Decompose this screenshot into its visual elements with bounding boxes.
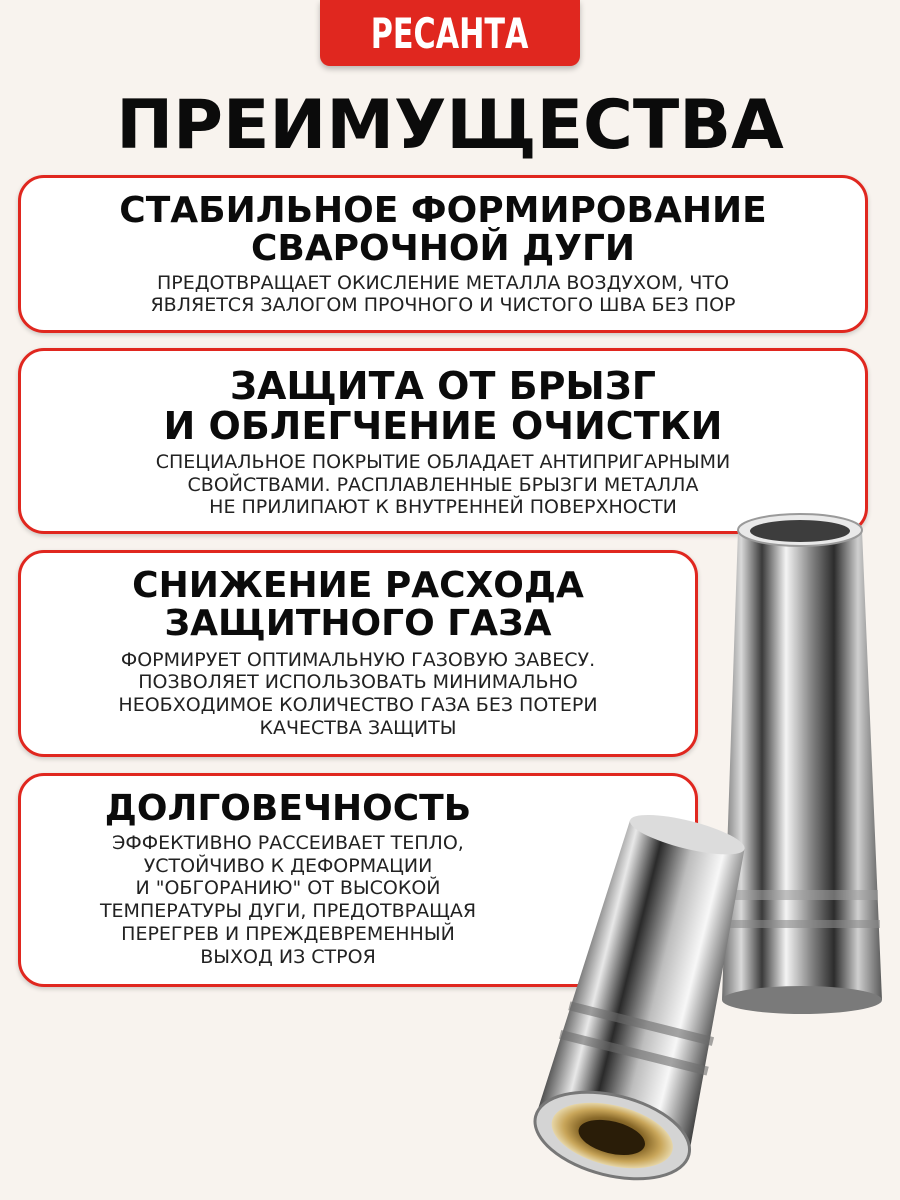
brand-logo xyxy=(320,0,580,66)
feature-title: ДОЛГОВЕЧНОСТЬ xyxy=(104,788,472,829)
nozzle-large xyxy=(722,514,882,1014)
feature-title: СТАБИЛЬНОЕ ФОРМИРОВАНИЕ СВАРОЧНОЙ ДУГИ xyxy=(119,190,767,269)
page-title: ПРЕИМУЩЕСТВА xyxy=(116,86,784,165)
feature-description: ФОРМИРУЕТ ОПТИМАЛЬНУЮ ГАЗОВУЮ ЗАВЕСУ. ПОЗВОЛЯЕТ ИСПОЛЬЗОВАТЬ МИНИМАЛЬНО НЕОБХОДИМОЕ КОЛИЧЕСТВО ГАЗА БЕЗ ПОТЕРИ КАЧЕСТВА ЗАЩИТЫ xyxy=(118,648,598,739)
brand-name: РЕСАНТА xyxy=(371,8,529,58)
product-image xyxy=(500,500,900,1200)
feature-title: ЗАЩИТА ОТ БРЫЗГ И ОБЛЕГЧЕНИЕ ОЧИСТКИ xyxy=(163,364,723,448)
feature-description: СПЕЦИАЛЬНОЕ ПОКРЫТИЕ ОБЛАДАЕТ АНТИПРИГАРНЫМИ СВОЙСТВАМИ. РАСПЛАВЛЕННЫЕ БРЫЗГИ МЕТАЛЛА НЕ ПРИЛИПАЮТ К ВНУТРЕННЕЙ ПОВЕРХНОСТИ xyxy=(155,450,731,519)
feature-title: СНИЖЕНИЕ РАСХОДА ЗАЩИТНОГО ГАЗА xyxy=(132,565,584,644)
feature-description: ПРЕДОТВРАЩАЕТ ОКИСЛЕНИЕ МЕТАЛЛА ВОЗДУХОМ, ЧТО ЯВЛЯЕТСЯ ЗАЛОГОМ ПРОЧНОГО И ЧИСТОГО ШВА БЕЗ ПОР xyxy=(150,271,736,317)
feature-card-arc-stability xyxy=(18,175,868,333)
feature-description: ЭФФЕКТИВНО РАССЕИВАЕТ ТЕПЛО, УСТОЙЧИВО К ДЕФОРМАЦИИ И "ОБГОРАНИЮ" ОТ ВЫСОКОЙ ТЕМПЕРАТУРЫ ДУГИ, ПРЕДОТВРАЩАЯ ПЕРЕГРЕВ И ПРЕЖДЕВРЕМЕННЫЙ ВЫХОД ИЗ СТРОЯ xyxy=(99,831,477,968)
